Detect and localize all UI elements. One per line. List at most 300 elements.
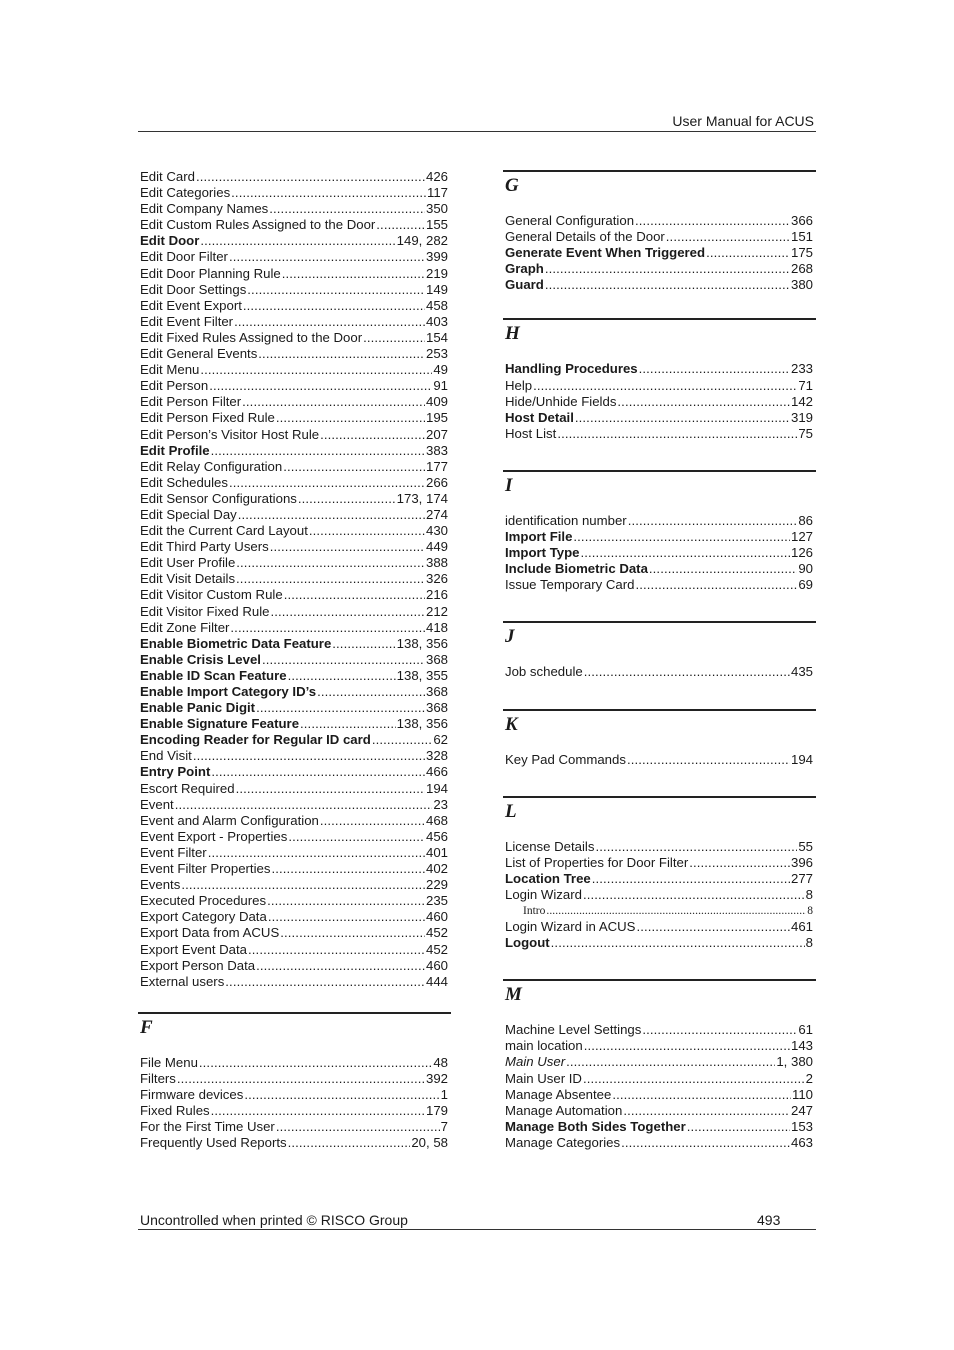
dot-leader [231, 185, 426, 201]
index-entry [140, 604, 448, 620]
entry-pages: 399 [425, 249, 448, 265]
entry-term: Edit Door Settings [140, 281, 247, 297]
index-entry [505, 426, 813, 442]
dot-leader [320, 427, 425, 443]
entry-term: Edit Custom Rules Assigned to the Door [140, 217, 376, 233]
index-entry [140, 700, 448, 716]
entry-pages: 49 [433, 362, 448, 378]
entry-pages: 368 [425, 651, 448, 667]
header-title: User Manual for ACUS [672, 113, 814, 129]
entry-term: Fixed Rules [140, 1103, 210, 1119]
entry-pages: 8 [807, 904, 813, 917]
dot-leader [209, 378, 432, 394]
entry-term: Edit Visitor Custom Rule [140, 587, 283, 603]
index-entry [505, 561, 813, 577]
dot-leader [175, 797, 433, 813]
dot-leader [635, 213, 790, 229]
dot-leader [211, 1103, 425, 1119]
entry-term: Edit Company Names [140, 201, 269, 217]
dot-leader [636, 577, 798, 593]
entry-pages: 402 [425, 861, 448, 877]
entry-pages: 8 [805, 886, 813, 902]
index-entry [140, 410, 448, 426]
entry-pages: 91 [433, 378, 448, 394]
index-entry [505, 1071, 813, 1087]
entry-pages: 177 [425, 458, 448, 474]
entry-term: Edit Profile [140, 442, 210, 458]
index-entry [140, 571, 448, 587]
dot-leader [236, 555, 425, 571]
entry-pages: 195 [425, 410, 448, 426]
index-entry [505, 903, 813, 919]
index-entry [505, 245, 813, 261]
dot-leader [621, 1135, 790, 1151]
index-entry [505, 871, 813, 887]
entry-pages: 194 [425, 780, 448, 796]
entry-term: Event [140, 796, 174, 812]
entry-term: Graph [505, 261, 544, 277]
dot-leader [566, 1054, 775, 1070]
entry-term: Edit Visit Details [140, 571, 236, 587]
index-entry [140, 475, 448, 491]
entry-pages: 126 [790, 545, 813, 561]
entry-pages: 319 [790, 409, 813, 425]
dot-leader [320, 813, 425, 829]
dot-leader [177, 1071, 425, 1087]
dot-leader [276, 410, 425, 426]
index-entry [140, 539, 448, 555]
index-entry [505, 378, 813, 394]
entry-term: Export Category Data [140, 909, 267, 925]
dot-leader [208, 845, 425, 861]
index-entry [140, 748, 448, 764]
index-entry [140, 233, 448, 249]
section-letter: F [140, 1016, 153, 1038]
section-letter: J [505, 626, 515, 648]
entry-pages: 216 [425, 587, 448, 603]
entry-pages: 401 [425, 844, 448, 860]
index-entry [505, 1054, 813, 1070]
index-entry [140, 362, 448, 378]
dot-leader [256, 700, 425, 716]
index-entry [505, 1135, 813, 1151]
dot-leader [236, 571, 425, 587]
dot-leader [636, 919, 790, 935]
index-entry [140, 797, 448, 813]
index-entry [140, 925, 448, 941]
entry-term: Key Pad Commands [505, 751, 626, 767]
index-entry [505, 277, 813, 293]
entry-term: For the First Time User [140, 1119, 275, 1135]
entry-term: Edit Door Filter [140, 249, 228, 265]
entry-term: Edit Special Day [140, 506, 237, 522]
index-entry [505, 855, 813, 871]
entry-pages: 86 [798, 512, 813, 528]
dot-leader [363, 330, 425, 346]
index-entry [140, 346, 448, 362]
entry-term: Edit Door [140, 233, 200, 249]
dot-leader [649, 561, 797, 577]
entry-term: Guard [505, 277, 544, 293]
entry-pages: 461 [790, 919, 813, 935]
index-entry [505, 1087, 813, 1103]
entry-term: Main User [505, 1054, 566, 1070]
dot-leader [583, 887, 805, 903]
section-rule [503, 470, 816, 472]
entry-term: Manage Categories [505, 1134, 621, 1150]
index-entry [505, 361, 813, 377]
dot-leader [583, 1071, 805, 1087]
index-entry [140, 266, 448, 282]
dot-leader [300, 716, 396, 732]
dot-leader [284, 587, 425, 603]
entry-pages: 155 [425, 217, 448, 233]
dot-leader [234, 314, 425, 330]
dot-leader [248, 942, 425, 958]
index-entry [505, 545, 813, 561]
dot-leader [288, 1135, 411, 1151]
entry-term: Encoding Reader for Regular ID card [140, 732, 371, 748]
entry-term: Import File [505, 529, 573, 545]
entry-term: Edit Person Fixed Rule [140, 410, 275, 426]
entry-term: Edit Event Filter [140, 313, 234, 329]
section-letter: L [505, 800, 517, 822]
index-entry [140, 314, 448, 330]
entry-pages: 138, 356 [396, 716, 448, 732]
entry-term: Host List [505, 425, 557, 441]
dot-leader [627, 752, 790, 768]
entry-pages: 154 [425, 329, 448, 345]
index-entry [505, 752, 813, 768]
entry-pages: 23 [433, 796, 448, 812]
index-entry [140, 217, 448, 233]
entry-term: Import Type [505, 545, 580, 561]
index-section-f [140, 1012, 448, 1152]
index-entry [140, 555, 448, 571]
entry-term: Help [505, 377, 533, 393]
entry-term: Enable Panic Digit [140, 700, 256, 716]
entry-term: Export Person Data [140, 957, 256, 973]
entry-pages: 409 [425, 394, 448, 410]
index-column-right [505, 170, 813, 1151]
index-entry [140, 427, 448, 443]
dot-leader [271, 604, 425, 620]
entry-pages: 179 [425, 1103, 448, 1119]
index-entry [140, 491, 448, 507]
entry-pages: 466 [425, 764, 448, 780]
index-entry [505, 394, 813, 410]
entry-pages: 143 [790, 1038, 813, 1054]
entry-pages: 55 [798, 838, 813, 854]
index-entry [505, 1119, 813, 1135]
entry-pages: 458 [425, 297, 448, 313]
dot-leader [533, 378, 797, 394]
entry-term: Main User ID [505, 1070, 582, 1086]
index-entry [505, 577, 813, 593]
dot-leader [211, 764, 425, 780]
entry-term: General Configuration [505, 213, 635, 228]
index-entry [140, 282, 448, 298]
entry-term: Host Detail [505, 409, 574, 425]
dot-leader [269, 201, 425, 217]
index-entry [505, 935, 813, 951]
entry-pages: 207 [425, 426, 448, 442]
index-entry [505, 1103, 813, 1119]
dot-leader [200, 362, 432, 378]
dot-leader [243, 298, 425, 314]
entry-term: Escort Required [140, 780, 235, 796]
entry-pages: 2 [805, 1070, 813, 1086]
dot-leader [689, 855, 790, 871]
entry-pages: 253 [425, 346, 448, 362]
index-section-j [505, 621, 813, 680]
entry-term: Edit User Profile [140, 555, 236, 571]
dot-leader [584, 664, 790, 680]
dot-leader [545, 261, 790, 277]
dot-leader [317, 684, 425, 700]
entry-term: Enable Crisis Level [140, 651, 261, 667]
entry-pages: 233 [790, 361, 813, 377]
index-entry [140, 620, 448, 636]
entry-pages: 444 [425, 973, 448, 989]
entry-pages: 138, 355 [396, 667, 448, 683]
entry-term: Edit Categories [140, 185, 231, 201]
index-entry [140, 909, 448, 925]
entry-pages: 392 [425, 1070, 448, 1086]
entry-pages: 460 [425, 909, 448, 925]
dot-leader [298, 491, 396, 507]
entry-term: Enable Signature Feature [140, 716, 300, 732]
index-entry [140, 716, 448, 732]
entry-pages: 8 [805, 935, 813, 951]
dot-leader [282, 266, 425, 282]
section-rule [503, 796, 816, 798]
dot-leader [230, 620, 425, 636]
index-entry [140, 958, 448, 974]
entry-term: File Menu [140, 1054, 198, 1070]
index-entry [140, 829, 448, 845]
entry-pages: 452 [425, 925, 448, 941]
entry-term: Location Tree [505, 870, 591, 886]
entry-pages: 229 [425, 877, 448, 893]
dot-leader [575, 410, 790, 426]
entry-term: List of Properties for Door Filter [505, 854, 689, 870]
section-letter: K [505, 713, 518, 735]
entry-term: Edit Door Planning Rule [140, 265, 281, 281]
entry-pages: 449 [425, 539, 448, 555]
entry-term: Enable ID Scan Feature [140, 667, 287, 683]
entry-term: Event Export - Properties [140, 828, 288, 844]
index-entry [140, 1103, 448, 1119]
section-letter: M [505, 984, 522, 1006]
dot-leader [242, 394, 425, 410]
index-entry [140, 732, 448, 748]
index-section-i [505, 470, 813, 593]
index-entry [140, 652, 448, 668]
entry-term: Edit Person [140, 378, 209, 394]
section-letter: I [505, 474, 513, 496]
entry-pages: 456 [425, 828, 448, 844]
dot-leader [372, 732, 433, 748]
entry-pages: 350 [425, 201, 448, 217]
dot-leader [546, 903, 806, 919]
entry-term: Edit Event Export [140, 297, 242, 313]
dot-leader [238, 507, 425, 523]
index-section-k [505, 709, 813, 768]
entry-pages: 75 [798, 425, 813, 441]
dot-leader [642, 1022, 797, 1038]
dot-leader [262, 652, 425, 668]
index-entry [140, 1071, 448, 1087]
dot-leader [229, 249, 425, 265]
index-entry [140, 394, 448, 410]
entry-term: Edit Person’s Visitor Host Rule [140, 426, 320, 442]
dot-leader [584, 1038, 790, 1054]
entry-term: Edit Card [140, 169, 195, 184]
entry-pages: 61 [798, 1022, 813, 1038]
entry-term: Enable Import Category ID’s [140, 684, 317, 699]
entry-pages: 388 [425, 555, 448, 571]
entry-pages: 151 [790, 229, 813, 245]
entry-pages: 7 [440, 1119, 448, 1135]
entry-pages: 1, 380 [776, 1054, 813, 1070]
dot-leader [225, 974, 425, 990]
entry-term: Edit Third Party Users [140, 539, 269, 555]
entry-pages: 463 [790, 1134, 813, 1150]
index-entry [140, 636, 448, 652]
section-rule [503, 318, 816, 320]
entry-term: Edit Sensor Configurations [140, 490, 297, 506]
index-section-g [505, 170, 813, 293]
page-number: 493 [757, 1212, 781, 1228]
dot-leader [199, 1055, 432, 1071]
entry-term: Issue Temporary Card [505, 577, 635, 593]
dot-leader [270, 539, 425, 555]
section-rule [503, 979, 816, 981]
dot-leader [687, 1119, 790, 1135]
entry-pages: 138, 356 [396, 635, 448, 651]
entry-term: Edit Menu [140, 362, 200, 378]
entry-term: Intro [523, 904, 546, 917]
dot-leader [612, 1087, 791, 1103]
entry-term: Edit Fixed Rules Assigned to the Door [140, 329, 363, 345]
dot-leader [573, 529, 790, 545]
entry-term: Entry Point [140, 764, 211, 780]
index-entry [140, 1087, 448, 1103]
entry-term: identification number [505, 512, 627, 528]
entry-term: main location [505, 1038, 583, 1054]
index-entry [505, 529, 813, 545]
index-entry [140, 201, 448, 217]
entry-pages: 326 [425, 571, 448, 587]
entry-term: Frequently Used Reports [140, 1135, 287, 1151]
entry-pages: 277 [790, 870, 813, 886]
dot-leader [268, 909, 425, 925]
index-entry [140, 443, 448, 459]
dot-leader [557, 426, 797, 442]
dot-leader [200, 233, 395, 249]
entry-term: Login Wizard [505, 886, 582, 902]
index-entry [505, 513, 813, 529]
entry-term: Logout [505, 935, 550, 951]
index-entry [140, 298, 448, 314]
dot-leader [617, 394, 790, 410]
entry-term: Machine Level Settings [505, 1022, 642, 1038]
entry-term: Edit Person Filter [140, 394, 242, 410]
entry-term: Firmware devices [140, 1086, 244, 1102]
dot-leader [376, 217, 425, 233]
entry-pages: 175 [790, 245, 813, 261]
dot-leader [581, 545, 790, 561]
index-entry [140, 459, 448, 475]
index-entry [505, 1022, 813, 1038]
entry-term: Manage Absentee [505, 1086, 612, 1102]
dot-leader [332, 636, 395, 652]
index-entry [140, 507, 448, 523]
index-section-l [505, 796, 813, 952]
entry-term: Enable Biometric Data Feature [140, 635, 332, 651]
index-column-left [140, 169, 448, 1151]
index-entry [140, 893, 448, 909]
dot-leader [288, 668, 396, 684]
index-entry [140, 942, 448, 958]
entry-pages: 328 [425, 748, 448, 764]
entry-pages: 62 [433, 732, 448, 748]
dot-leader [666, 229, 790, 245]
entry-pages: 20, 58 [411, 1135, 448, 1151]
entry-pages: 71 [798, 377, 813, 393]
dot-leader [545, 277, 790, 293]
entry-term: Export Event Data [140, 941, 248, 957]
entry-term: Executed Procedures [140, 893, 267, 909]
entry-pages: 396 [790, 854, 813, 870]
entry-pages: 173, 174 [396, 490, 448, 506]
entry-pages: 426 [425, 169, 448, 184]
dot-leader [196, 169, 425, 185]
index-entry [140, 1055, 448, 1071]
index-entry [140, 813, 448, 829]
entry-pages: 366 [790, 213, 813, 228]
index-entry [140, 764, 448, 780]
index-entry [140, 781, 448, 797]
index-entry [140, 249, 448, 265]
dot-leader [244, 1087, 439, 1103]
section-letter: H [505, 323, 520, 345]
index-entry [140, 668, 448, 684]
entry-term: External users [140, 973, 225, 989]
entry-term: License Details [505, 838, 595, 854]
dot-leader [193, 748, 425, 764]
entry-pages: 266 [425, 474, 448, 490]
dot-leader [595, 839, 797, 855]
dot-leader [283, 459, 425, 475]
entry-pages: 1 [440, 1086, 448, 1102]
index-entry [140, 974, 448, 990]
entry-pages: 435 [790, 664, 813, 680]
entry-term: Events [140, 877, 181, 893]
dot-leader [288, 829, 425, 845]
index-section-continued [140, 169, 448, 990]
entry-term: Login Wizard in ACUS [505, 919, 636, 935]
dot-leader [309, 523, 425, 539]
entry-pages: 268 [790, 261, 813, 277]
index-entry [140, 877, 448, 893]
entry-pages: 153 [790, 1118, 813, 1134]
entry-term: Job schedule [505, 664, 583, 680]
dot-leader [236, 781, 425, 797]
entry-term: Hide/Unhide Fields [505, 393, 617, 409]
section-rule [503, 621, 816, 623]
